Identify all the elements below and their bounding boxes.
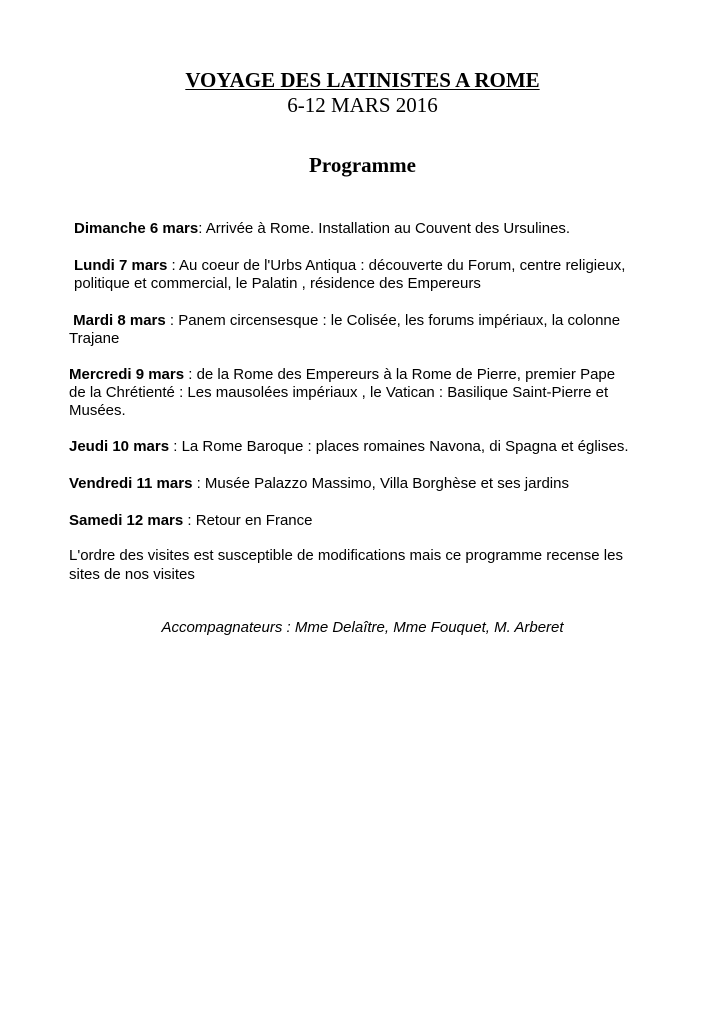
programme-entry-thursday [69,438,629,456]
entry-day: Vendredi 11 mars [69,475,193,492]
programme-heading: Programme [309,153,416,177]
programme-entry-saturday [69,512,312,530]
entry-text: politique et commercial, le Palatin , résidence des Empereurs [74,275,481,292]
entry-day: Dimanche 6 mars [74,220,199,237]
entry-day: Jeudi 10 mars [69,438,170,455]
programme-entry-monday [74,257,625,293]
entry-text: : Au coeur de l'Urbs Antiqua : découverte du Forum, centre religieux, [167,257,626,274]
note-line: L'ordre des visites est susceptible de modifications mais ce programme recense les [69,547,623,564]
programme-entry-tuesday [69,312,620,348]
entry-text: : La Rome Baroque : places romaines Navona, di Spagna et églises. [169,438,629,455]
entry-day: Samedi 12 mars [69,512,184,529]
entry-text: de la Chrétienté : Les mausolées impériaux , le Vatican : Basilique Saint-Pierre et [69,384,609,401]
entry-day: Mercredi 9 mars [69,366,185,383]
entry-day: Lundi 7 mars [74,257,168,274]
note-line: sites de nos visites [69,566,195,583]
companions-line: Accompagnateurs : Mme Delaître, Mme Fouquet, M. Arberet [161,619,564,636]
entry-text: : Arrivée à Rome. Installation au Couvent des Ursulines. [198,220,571,237]
document-title: VOYAGE DES LATINISTES A ROME [185,68,540,92]
entry-text: Musées. [69,402,126,419]
entry-day: Mardi 8 mars [73,312,166,329]
entry-text: : de la Rome des Empereurs à la Rome de Pierre, premier Pape [184,366,616,383]
programme-entry-friday [69,475,569,493]
entry-text: : Panem circensesque : le Colisée, les forums impériaux, la colonne [165,312,621,329]
programme-entry-sunday [74,220,570,238]
entry-text: : Retour en France [183,512,313,529]
programme-entry-wednesday [69,366,615,420]
programme-note [69,546,623,584]
document-dates: 6-12 MARS 2016 [287,93,438,117]
entry-text: Trajane [69,330,120,347]
entry-text: : Musée Palazzo Massimo, Villa Borghèse et ses jardins [192,475,569,492]
